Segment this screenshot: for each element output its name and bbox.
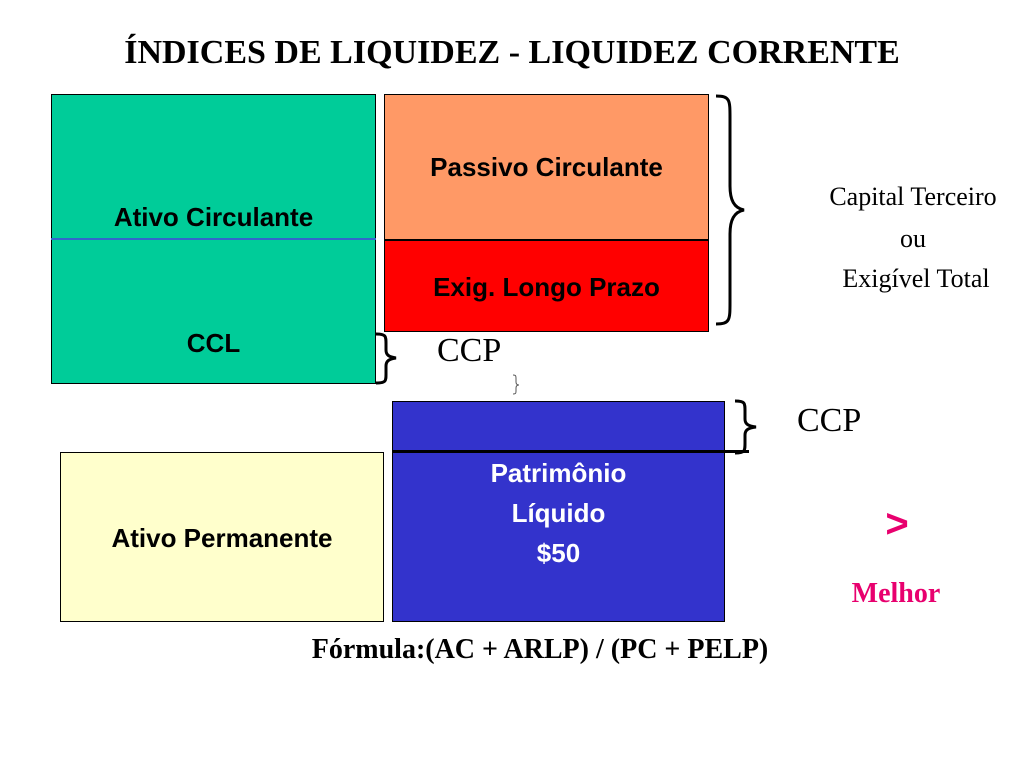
capital-terceiro-line1: Capital Terceiro (829, 182, 997, 211)
ccl-label: CCL (186, 328, 241, 358)
ccp-brace (735, 401, 756, 453)
ativo-permanente-label: Ativo Permanente (111, 523, 333, 553)
patrimonio-line1: Patrimônio (490, 458, 627, 488)
capital-terceiro-line3: Exigível Total (842, 264, 990, 293)
patrimonio-line2: Líquido (511, 498, 606, 528)
patrimonio-value: $50 (536, 538, 581, 568)
greater-than-sign: > (885, 502, 909, 546)
ccp-lower-label: CCP (797, 402, 862, 439)
small-brace (513, 375, 519, 394)
melhor-label: Melhor (851, 578, 941, 609)
exig-longo-prazo-label: Exig. Longo Prazo (433, 272, 660, 302)
page-title: ÍNDICES DE LIQUIDEZ - LIQUIDEZ CORRENTE (124, 34, 900, 71)
ccl-brace (376, 334, 396, 383)
capital-terceiro-brace (716, 96, 744, 324)
formula-text: Fórmula:(AC + ARLP) / (PC + PELP) (311, 634, 769, 665)
capital-terceiro-line2: ou (900, 224, 926, 253)
ativo-circulante-label: Ativo Circulante (113, 202, 314, 232)
ccp-upper-label: CCP (437, 332, 502, 369)
passivo-circulante-label: Passivo Circulante (430, 152, 663, 182)
